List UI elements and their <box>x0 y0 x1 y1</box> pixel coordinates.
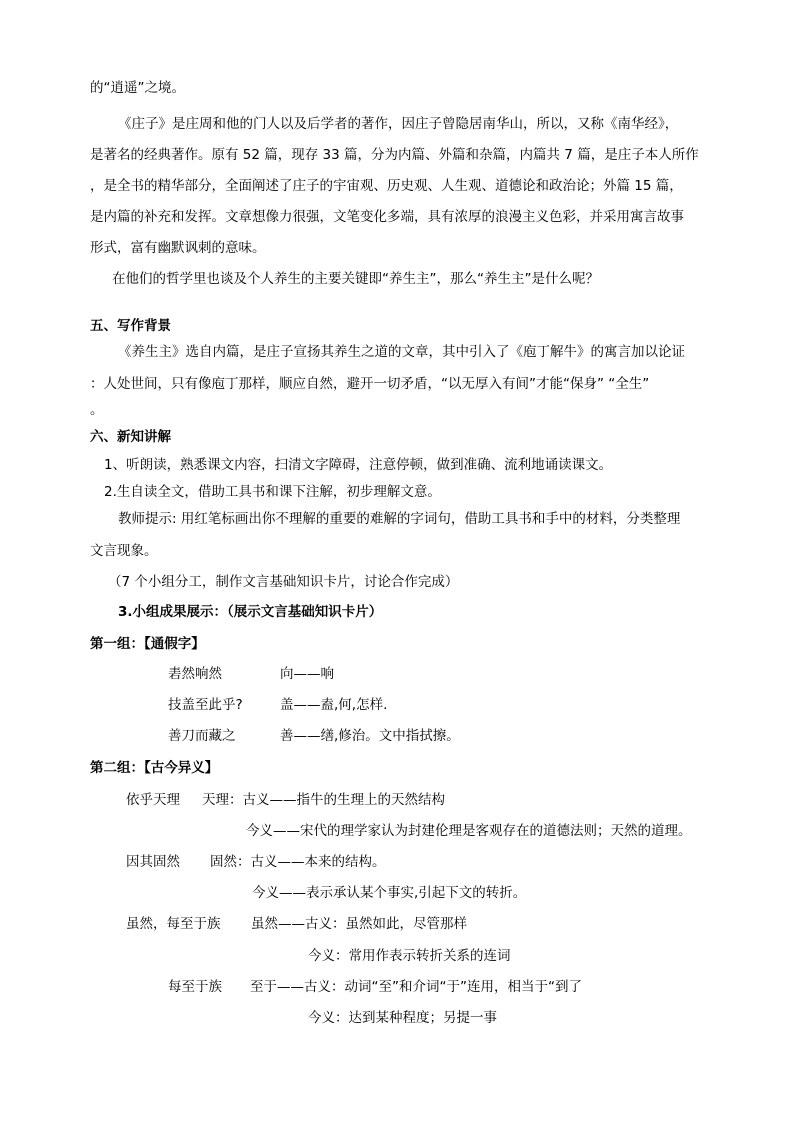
term: 因其固然 <box>126 854 180 870</box>
definition: 虽然——古义：虽然如此，尽管那样 <box>251 916 467 932</box>
text-line: 1、听朗读，熟悉课文内容，扫清文字障碍，注意停顿，做到准确、流利地诵读课文。 <box>104 457 613 473</box>
text-line: 形式，富有幽默讽刺的意味。 <box>90 240 266 256</box>
text-line: 的“逍遥”之境。 <box>90 80 185 96</box>
term: 每至于族 <box>168 979 222 995</box>
text-line: （7 个小组分工，制作文言基础知识卡片，讨论合作完成） <box>108 574 459 590</box>
definition: 今义：常用作表示转折关系的连词 <box>308 948 511 964</box>
text-line: ，是全书的精华部分，全面阐述了庄子的宇宙观、历史观、人生观、道德论和政治论；外篇 15 篇， <box>90 178 683 194</box>
definition: 天理：古义——指牛的生理上的天然结构 <box>202 792 445 808</box>
definition: 善——缮,修治。文中指拭擦。 <box>280 728 460 744</box>
text-line: 在他们的哲学里也谈及个人养生的主要关键即“养生主”，那么“养生主”是什么呢？ <box>112 271 599 287</box>
text-line: ：人处世间，只有像庖丁那样，顺应自然，避开一切矛盾，“以无厚入有间”才能“保身” “全生” <box>90 376 650 392</box>
term: 依乎天理 <box>126 792 180 808</box>
definition: 向——响 <box>280 666 334 682</box>
term: 砉然响然 <box>168 666 222 682</box>
section-heading: 六、新知讲解 <box>90 429 171 445</box>
definition: 今义：达到某种程度；另提一事 <box>308 1010 497 1026</box>
text-line: 文言现象。 <box>90 543 158 559</box>
text-line: 3.小组成果展示：（展示文言基础知识卡片） <box>118 604 383 620</box>
section-heading: 五、写作背景 <box>90 318 171 334</box>
text-line: 《养生主》选自内篇，是庄子宣扬其养生之道的文章，其中引入了《庖丁解牛》的寓言加以论证 <box>118 344 685 360</box>
text-line: 是内篇的补充和发挥。文章想像力很强，文笔变化多端，具有浓厚的浪漫主义色彩，并采用寓言故事 <box>90 209 684 225</box>
definition: 盖——盍,何,怎样. <box>280 697 388 713</box>
text-line: 是著名的经典著作。原有 52 篇，现存 33 篇，分为内篇、外篇和杂篇，内篇共 7 篇，是庄子本人所作 <box>90 147 699 163</box>
group-heading: 第二组：【古今异义】 <box>90 760 219 776</box>
text-line: 《庄子》是庄周和他的门人以及后学者的著作，因庄子曾隐居南华山，所以，又称《南华经》， <box>118 116 679 132</box>
definition: 今义——宋代的理学家认为封建伦理是客观存在的道德法则；天然的道理。 <box>246 823 692 839</box>
definition: 今义——表示承认某个事实,引起下文的转折。 <box>252 885 527 901</box>
term: 技盖至此乎? <box>168 697 243 713</box>
term: 虽然，每至于族 <box>126 916 221 932</box>
definition: 至于——古义：动词“至”和介词“于”连用，相当于“到了 <box>250 979 582 995</box>
text-line: 。 <box>90 402 104 418</box>
text-line: 教师提示: 用红笔标画出你不理解的重要的难解的字词句，借助工具书和手中的材料，分类整理 <box>118 511 681 527</box>
term: 善刀而藏之 <box>168 728 236 744</box>
definition: 固然：古义——本来的结构。 <box>210 854 386 870</box>
text-line: 2.生自读全文，借助工具书和课下注解，初步理解文意。 <box>104 484 441 500</box>
group-heading: 第一组：【通假字】 <box>90 636 205 652</box>
